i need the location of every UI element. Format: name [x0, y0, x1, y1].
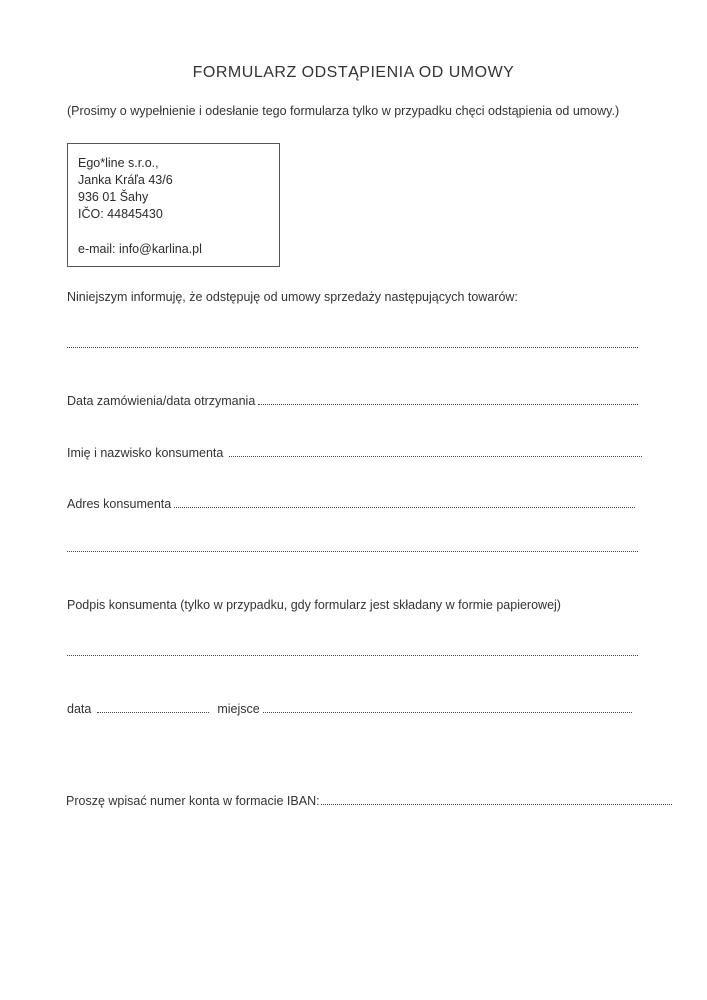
- place-label: miejsce: [217, 702, 260, 716]
- recipient-street: Janka Kráľa 43/6: [78, 173, 173, 187]
- consumer-address-dotted-line-2[interactable]: [67, 550, 638, 552]
- form-title: FORMULARZ ODSTĄPIENIA OD UMOWY: [192, 64, 515, 81]
- recipient-email: e-mail: info@karlina.pl: [78, 242, 202, 256]
- order-date-label: Data zamówienia/data otrzymania: [67, 394, 256, 408]
- consumer-name-dotted-line[interactable]: [229, 455, 642, 457]
- goods-field[interactable]: [67, 346, 638, 351]
- order-date-dotted-line[interactable]: [258, 403, 638, 405]
- signature-section: [67, 598, 627, 612]
- consumer-name-field[interactable]: [67, 446, 642, 460]
- consumer-address-field[interactable]: [67, 497, 635, 511]
- consumer-address-label: Adres konsumenta: [67, 497, 172, 511]
- recipient-address-box: [67, 143, 280, 267]
- signature-label: Podpis konsumenta (tylko w przypadku, gdy formularz jest składany w formie papierowej): [67, 598, 561, 612]
- date-label: data: [67, 702, 92, 716]
- iban-label: Proszę wpisać numer konta w formacie IBAN:: [66, 794, 320, 808]
- form-subtitle: (Prosimy o wypełnienie i odesłanie tego formularza tylko w przypadku chęci odstąpienia od umowy.): [67, 104, 620, 118]
- iban-field[interactable]: [66, 794, 672, 808]
- recipient-company: Ego*line s.r.o.,: [78, 156, 159, 170]
- iban-dotted-line[interactable]: [321, 803, 672, 805]
- consumer-address-line-2[interactable]: [67, 550, 638, 555]
- consumer-address-dotted-line[interactable]: [174, 506, 635, 508]
- statement-text: Niniejszym informuję, że odstępuję od umowy sprzedaży następujących towarów:: [67, 290, 518, 304]
- order-date-field[interactable]: [67, 394, 638, 408]
- consumer-name-label: Imię i nazwisko konsumenta: [67, 446, 224, 460]
- date-place-field[interactable]: [67, 702, 632, 716]
- withdrawal-statement: [67, 290, 627, 304]
- goods-dotted-line[interactable]: [67, 346, 638, 348]
- signature-dotted-line[interactable]: [67, 654, 638, 656]
- place-dotted-line[interactable]: [263, 711, 632, 713]
- signature-field[interactable]: [67, 654, 638, 659]
- date-dotted-line[interactable]: [97, 711, 209, 713]
- recipient-ico: IČO: 44845430: [78, 207, 163, 221]
- recipient-city: 936 01 Šahy: [78, 190, 149, 204]
